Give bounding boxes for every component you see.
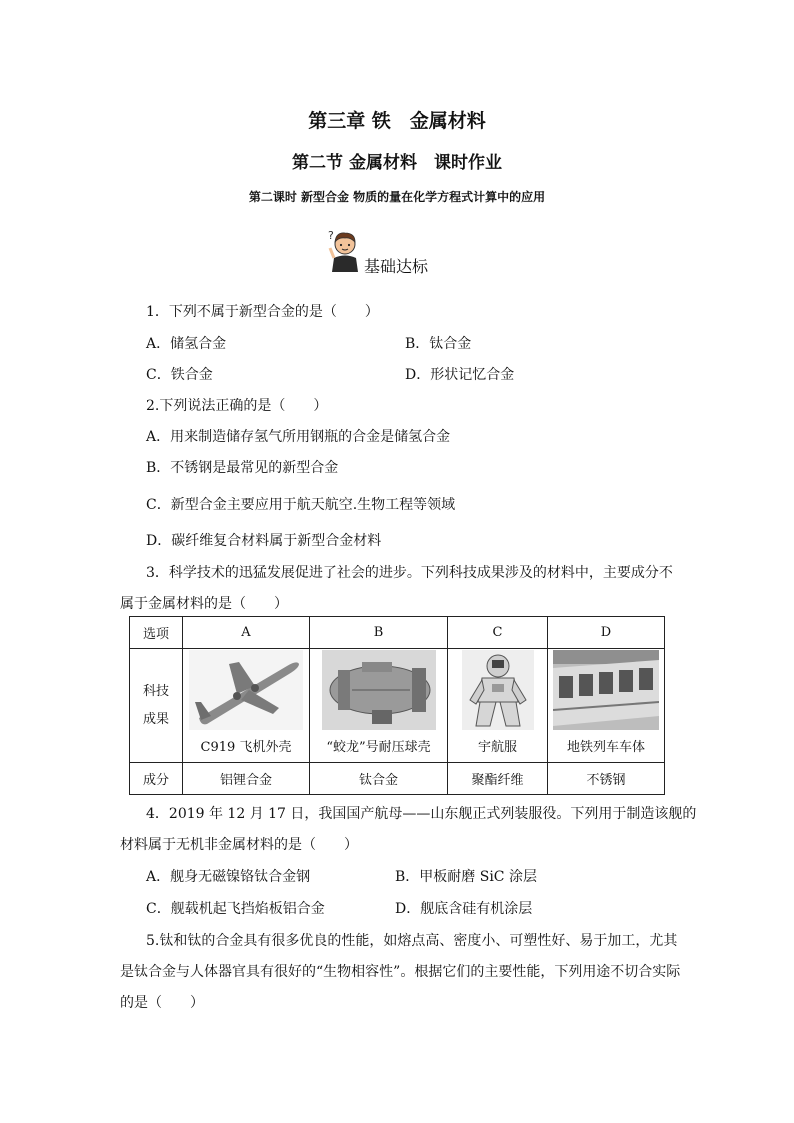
question-2-option-c: C．新型合金主要应用于航天航空.生物工程等领域 — [146, 497, 456, 513]
airplane-image — [189, 650, 303, 730]
table-cell-component-c: 聚酯纤维 — [448, 763, 548, 795]
question-5-stem-line-3: 的是（ ） — [120, 995, 204, 1011]
question-3-stem-line-1: 3．科学技术的迅猛发展促进了社会的进步。下列科技成果涉及的材料中，主要成分不 — [146, 565, 673, 581]
question-4-option-d: D．舰底含硅有机涂层 — [395, 901, 533, 917]
question-4-option-a: A．舰身无磁镍铬钛合金钢 — [146, 869, 311, 885]
table-cell-achievement-c — [448, 649, 548, 763]
table-header-d: D — [548, 617, 665, 649]
question-1-option-b: B．钛合金 — [405, 336, 472, 352]
section-title: 第二节 金属材料 课时作业 — [292, 153, 502, 173]
chapter-title: 第三章 铁 金属材料 — [308, 110, 486, 132]
table-cell-component-b: 钛合金 — [310, 763, 448, 795]
question-2-option-b: B．不锈钢是最常见的新型合金 — [146, 460, 339, 476]
question-4-option-c: C．舰载机起飞挡焰板铝合金 — [146, 901, 325, 917]
question-3-stem-line-2: 属于金属材料的是（ ） — [120, 596, 288, 612]
svg-text:?: ? — [328, 229, 334, 242]
question-1-option-a: A．储氢合金 — [146, 336, 227, 352]
student-thinking-icon — [326, 228, 362, 274]
table-cell-component-a: 铝锂合金 — [183, 763, 310, 795]
submersible-image — [322, 650, 436, 730]
table-cell-component-d: 不锈钢 — [548, 763, 665, 795]
table-row-label-component: 成分 — [130, 763, 183, 795]
question-2-stem: 2.下列说法正确的是（ ） — [146, 398, 328, 414]
lesson-title: 第二课时 新型合金 物质的量在化学方程式计算中的应用 — [248, 190, 546, 204]
achievement-a-label: C919 飞机外壳 — [200, 740, 292, 755]
achievement-b-label: “蛟龙”号耐压球壳 — [326, 740, 431, 755]
table-header-label: 选项 — [130, 617, 183, 649]
table-header-b: B — [310, 617, 448, 649]
table-row-label-achievement: 科技 成果 — [130, 649, 183, 763]
subway-train-image — [553, 650, 659, 730]
question-4-option-b: B．甲板耐磨 SiC 涂层 — [395, 869, 537, 885]
table-header-a: A — [183, 617, 310, 649]
question-5-stem-line-2: 是钛合金与人体器官具有很好的“生物相容性”。根据它们的主要性能，下列用途不切合实际 — [120, 964, 681, 980]
question-1-option-c: C．铁合金 — [146, 367, 213, 383]
table-header-c: C — [448, 617, 548, 649]
achievement-c-label: 宇航服 — [477, 740, 517, 755]
question-5-stem-line-1: 5.钛和钛的合金具有很多优良的性能，如熔点高、密度小、可塑性好、易于加工，尤其 — [146, 933, 678, 949]
table-cell-achievement-b — [310, 649, 448, 763]
question-4-stem-line-1: 4．2019 年 12 月 17 日，我国国产航母——山东舰正式列装服役。下列用于制造该舰的 — [146, 806, 697, 822]
materials-table — [129, 616, 665, 795]
section-label: 基础达标 — [364, 257, 429, 276]
table-cell-achievement-a — [183, 649, 310, 763]
question-2-option-a: A．用来制造储存氢气所用钢瓶的合金是储氢合金 — [146, 429, 451, 445]
question-2-option-d: D．碳纤维复合材料属于新型合金材料 — [146, 533, 382, 549]
question-4-stem-line-2: 材料属于无机非金属材料的是（ ） — [120, 837, 358, 853]
spacesuit-image — [462, 650, 534, 730]
question-1-stem: 1．下列不属于新型合金的是（ ） — [146, 304, 379, 320]
achievement-d-label: 地铁列车车体 — [566, 740, 645, 755]
table-cell-achievement-d — [548, 649, 665, 763]
question-1-option-d: D．形状记忆合金 — [405, 367, 515, 383]
